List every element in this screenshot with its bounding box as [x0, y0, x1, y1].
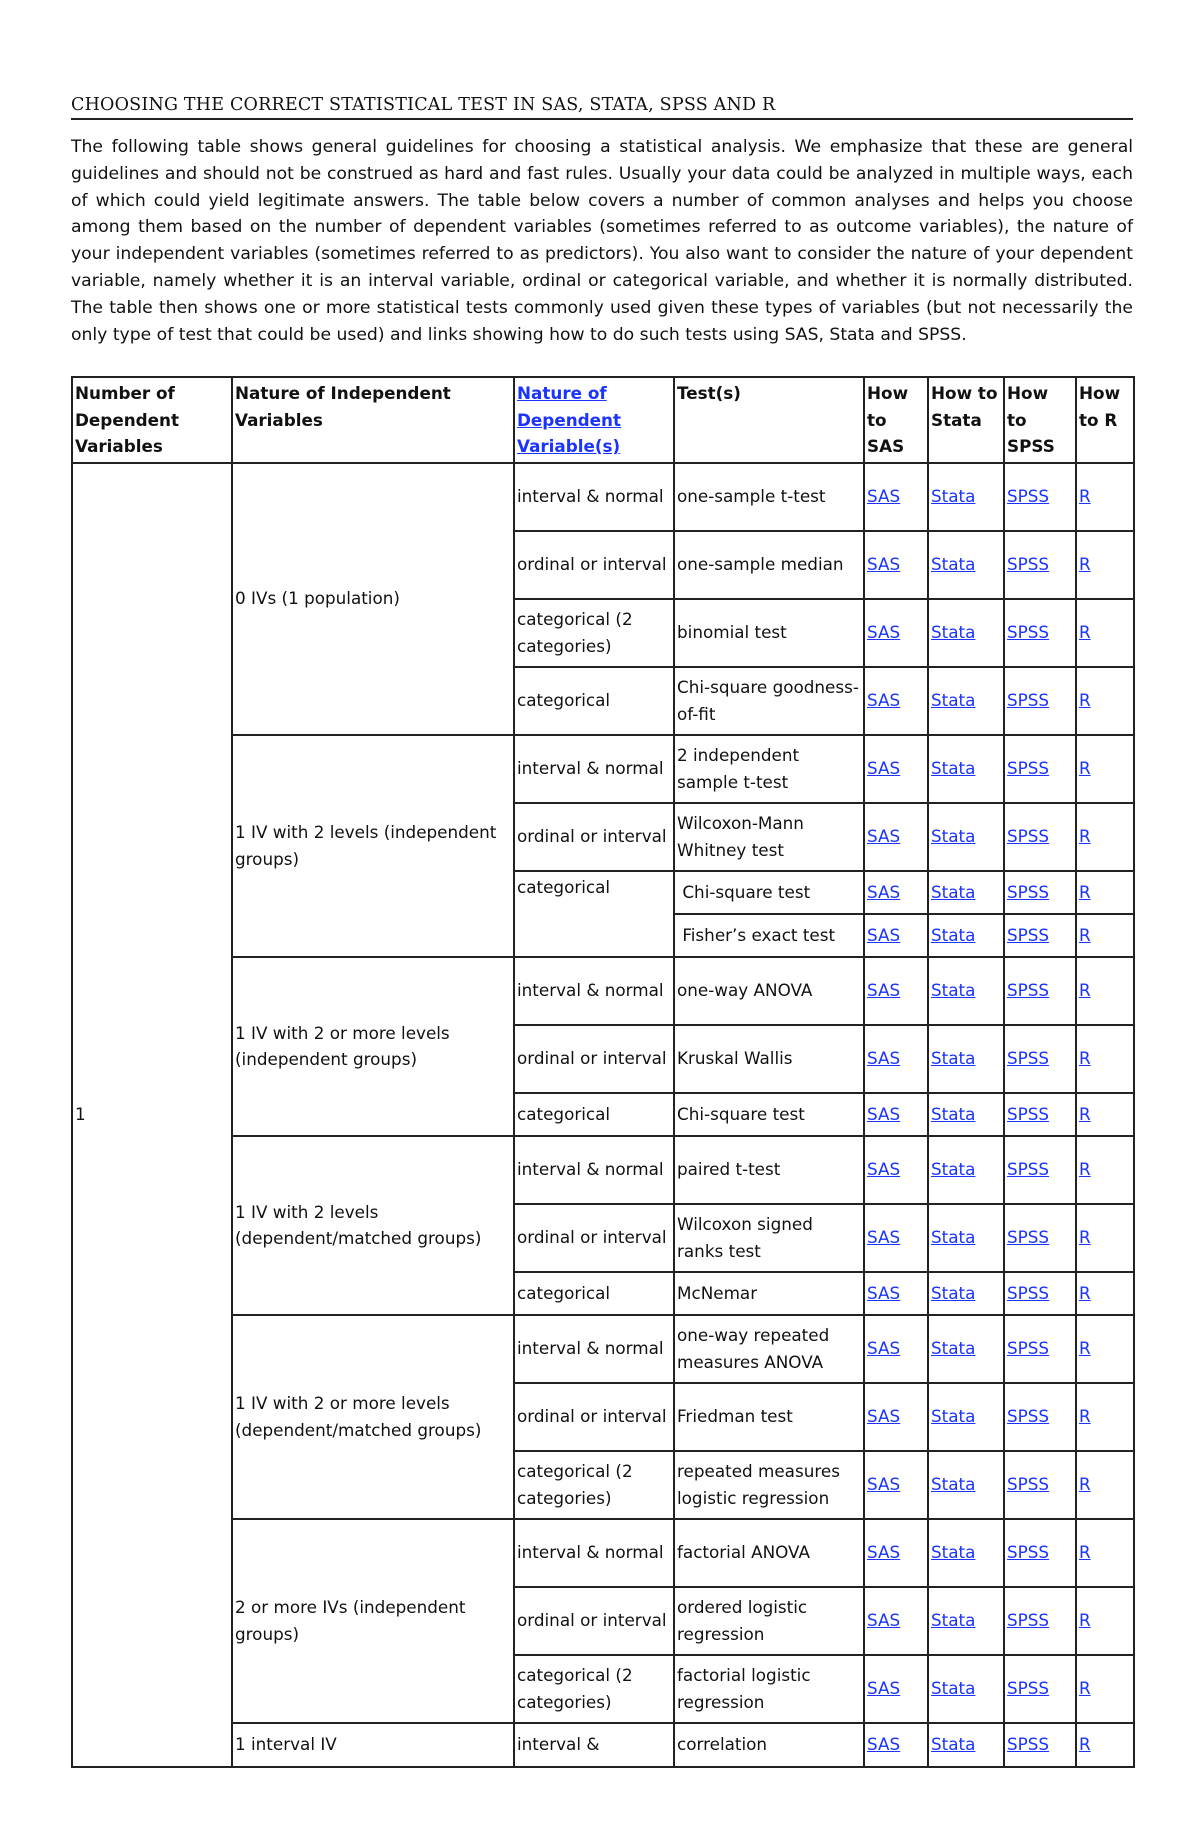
dependent-nature-cell: categorical [514, 667, 674, 735]
r-link-cell [1076, 1655, 1134, 1723]
r-link[interactable]: R [1079, 924, 1091, 945]
spss-link[interactable]: SPSS [1007, 881, 1050, 902]
sas-link[interactable]: SAS [867, 1048, 901, 1069]
stata-link-cell [928, 463, 1004, 531]
sas-link-cell [864, 1655, 928, 1723]
test-name-cell: correlation [674, 1723, 864, 1767]
test-name-cell: Chi-square goodness-of-fit [674, 667, 864, 735]
test-name-cell: binomial test [674, 599, 864, 667]
stata-link[interactable]: Stata [931, 1338, 976, 1359]
sas-link-cell [864, 667, 928, 735]
dependent-nature-cell: categorical [514, 871, 674, 957]
r-link[interactable]: R [1079, 1734, 1091, 1755]
stata-link-cell [928, 735, 1004, 803]
sas-link-cell [864, 1587, 928, 1655]
spss-link-cell [1004, 1723, 1076, 1767]
stata-link-cell [928, 1723, 1004, 1767]
r-link[interactable]: R [1079, 1282, 1091, 1303]
spss-link-cell [1004, 1204, 1076, 1272]
spss-link[interactable]: SPSS [1007, 1282, 1050, 1303]
test-name-cell: ordered logistic regression [674, 1587, 864, 1655]
r-link-cell [1076, 803, 1134, 871]
sas-link[interactable]: SAS [867, 1159, 901, 1180]
r-link-cell [1076, 1587, 1134, 1655]
spss-link[interactable]: SPSS [1007, 1227, 1050, 1248]
stata-link-cell [928, 1272, 1004, 1315]
spss-link-cell [1004, 957, 1076, 1025]
stata-link-cell [928, 599, 1004, 667]
sas-link-cell [864, 1025, 928, 1093]
sas-link[interactable]: SAS [867, 1282, 901, 1303]
stata-link[interactable]: Stata [931, 1048, 976, 1069]
sas-link[interactable]: SAS [867, 622, 901, 643]
test-name-cell: paired t-test [674, 1136, 864, 1204]
sas-link[interactable]: SAS [867, 826, 901, 847]
r-link-cell [1076, 667, 1134, 735]
table-header-row [72, 377, 1134, 463]
r-link[interactable]: R [1079, 1542, 1091, 1563]
r-link[interactable]: R [1079, 554, 1091, 575]
sas-link[interactable]: SAS [867, 1734, 901, 1755]
stata-link-cell [928, 1383, 1004, 1451]
r-link-cell [1076, 599, 1134, 667]
r-link[interactable]: R [1079, 690, 1091, 711]
stata-link[interactable]: Stata [931, 1282, 976, 1303]
header-dependent-nature [514, 377, 674, 463]
intro-paragraph: The following table shows general guidelines for choosing a statistical analysis. We emphasize that these are general guidelines and should not be construed as hard and fast rules. Usually your data could be analyzed in multiple ways, each of which could yield legitimate answers. The table below covers a number of common analyses and helps you choose among them based on the number of dependent variables (sometimes referred to as outcome variables), the nature of your independent variables (sometimes referred to as predictors). You also want to consider the nature of your dependent variable, namely whether it is an interval variable, ordinal or categorical variable, and whether it is normally distributed. The table then shows one or more statistical tests commonly used given these types of variables (but not necessarily the only type of test that could be used) and links showing how to do such tests using SAS, Stata and SPSS. [71, 137, 1133, 345]
independent-variables-cell: 2 or more IVs (independent groups) [232, 1519, 514, 1723]
r-link-cell [1076, 1451, 1134, 1519]
spss-link-cell [1004, 914, 1076, 957]
test-name-cell: factorial ANOVA [674, 1519, 864, 1587]
stata-link[interactable]: Stata [931, 881, 976, 902]
stata-link-cell [928, 1519, 1004, 1587]
spss-link[interactable]: SPSS [1007, 1678, 1050, 1699]
stata-link[interactable]: Stata [931, 826, 976, 847]
stata-link-cell [928, 1025, 1004, 1093]
sas-link[interactable]: SAS [867, 1474, 901, 1495]
r-link-cell [1076, 1272, 1134, 1315]
stata-link-cell [928, 1136, 1004, 1204]
sas-link-cell [864, 1136, 928, 1204]
test-name-cell: one-sample median [674, 531, 864, 599]
r-link-cell [1076, 1315, 1134, 1383]
r-link[interactable]: R [1079, 1610, 1091, 1631]
spss-link-cell [1004, 1025, 1076, 1093]
spss-link-cell [1004, 1315, 1076, 1383]
dependent-nature-cell: ordinal or interval [514, 1204, 674, 1272]
table-row [72, 735, 1134, 803]
r-link-cell [1076, 871, 1134, 914]
spss-link-cell [1004, 531, 1076, 599]
sas-link[interactable]: SAS [867, 554, 901, 575]
independent-variables-cell: 1 IV with 2 levels (independent groups) [232, 735, 514, 957]
r-link[interactable]: R [1079, 1474, 1091, 1495]
r-link[interactable]: R [1079, 1159, 1091, 1180]
sas-link-cell [864, 1204, 928, 1272]
dependent-nature-cell: categorical [514, 1093, 674, 1136]
dependent-nature-cell: categorical (2 categories) [514, 599, 674, 667]
spss-link-cell [1004, 1093, 1076, 1136]
dependent-nature-cell: categorical (2 categories) [514, 1451, 674, 1519]
spss-link-cell [1004, 803, 1076, 871]
spss-link[interactable]: SPSS [1007, 690, 1050, 711]
sas-link[interactable]: SAS [867, 1678, 901, 1699]
test-name-cell: Kruskal Wallis [674, 1025, 864, 1093]
sas-link-cell [864, 1272, 928, 1315]
stata-link-cell [928, 1204, 1004, 1272]
stata-link[interactable]: Stata [931, 1678, 976, 1699]
sas-link-cell [864, 463, 928, 531]
test-name-cell: Wilcoxon signed ranks test [674, 1204, 864, 1272]
r-link[interactable]: R [1079, 1227, 1091, 1248]
sas-link[interactable]: SAS [867, 1227, 901, 1248]
stata-link[interactable]: Stata [931, 1610, 976, 1631]
r-link-cell [1076, 1383, 1134, 1451]
spss-link-cell [1004, 1383, 1076, 1451]
r-link-cell [1076, 1093, 1134, 1136]
independent-variables-cell: 1 IV with 2 or more levels (independent groups) [232, 957, 514, 1136]
test-name-cell: Wilcoxon-Mann Whitney test [674, 803, 864, 871]
spss-link[interactable]: SPSS [1007, 1103, 1050, 1124]
independent-variables-cell: 1 IV with 2 levels (dependent/matched groups) [232, 1136, 514, 1315]
spss-link[interactable]: SPSS [1007, 1159, 1050, 1180]
dependent-nature-cell: interval & normal [514, 1519, 674, 1587]
stata-link-cell [928, 871, 1004, 914]
sas-link[interactable]: SAS [867, 1338, 901, 1359]
table-row [72, 957, 1134, 1025]
dependent-nature-cell: ordinal or interval [514, 803, 674, 871]
stata-link[interactable]: Stata [931, 980, 976, 1001]
r-link[interactable]: R [1079, 486, 1091, 507]
spss-link[interactable]: SPSS [1007, 1734, 1050, 1755]
spss-link[interactable]: SPSS [1007, 1542, 1050, 1563]
spss-link[interactable]: SPSS [1007, 826, 1050, 847]
stata-link-cell [928, 531, 1004, 599]
stata-link[interactable]: Stata [931, 1159, 976, 1180]
sas-link[interactable]: SAS [867, 1610, 901, 1631]
stata-link-cell [928, 803, 1004, 871]
stata-link-cell [928, 1451, 1004, 1519]
header-how-to-sas: How to SAS [864, 377, 928, 463]
r-link[interactable]: R [1079, 1678, 1091, 1699]
spss-link-cell [1004, 667, 1076, 735]
stata-link[interactable]: Stata [931, 1734, 976, 1755]
sas-link-cell [864, 1383, 928, 1451]
sas-link[interactable]: SAS [867, 486, 901, 507]
spss-link[interactable]: SPSS [1007, 1048, 1050, 1069]
stata-link-cell [928, 1093, 1004, 1136]
dependent-count-cell: 1 [72, 463, 232, 1767]
table-body [72, 463, 1134, 1767]
stata-link-cell [928, 914, 1004, 957]
dependent-nature-cell: categorical (2 categories) [514, 1655, 674, 1723]
header-how-to-r: How to R [1076, 377, 1134, 463]
dependent-nature-cell: interval & normal [514, 957, 674, 1025]
r-link-cell [1076, 957, 1134, 1025]
stata-link[interactable]: Stata [931, 1227, 976, 1248]
spss-link-cell [1004, 871, 1076, 914]
spss-link-cell [1004, 1136, 1076, 1204]
r-link[interactable]: R [1079, 881, 1091, 902]
sas-link[interactable]: SAS [867, 690, 901, 711]
r-link[interactable]: R [1079, 622, 1091, 643]
spss-link[interactable]: SPSS [1007, 1406, 1050, 1427]
test-name-cell: McNemar [674, 1272, 864, 1315]
stata-link[interactable]: Stata [931, 758, 976, 779]
r-link-cell [1076, 735, 1134, 803]
statistical-test-table [71, 376, 1135, 1768]
sas-link-cell [864, 1093, 928, 1136]
spss-link-cell [1004, 1655, 1076, 1723]
spss-link[interactable]: SPSS [1007, 1338, 1050, 1359]
dependent-nature-cell: interval & [514, 1723, 674, 1767]
r-link[interactable]: R [1079, 1103, 1091, 1124]
sas-link-cell [864, 1451, 928, 1519]
sas-link-cell [864, 871, 928, 914]
sas-link-cell [864, 735, 928, 803]
test-name-cell: repeated measures logistic regression [674, 1451, 864, 1519]
sas-link[interactable]: SAS [867, 1406, 901, 1427]
stata-link[interactable]: Stata [931, 924, 976, 945]
spss-link[interactable]: SPSS [1007, 486, 1050, 507]
r-link-cell [1076, 463, 1134, 531]
sas-link-cell [864, 914, 928, 957]
stata-link[interactable]: Stata [931, 554, 976, 575]
dependent-nature-cell: interval & normal [514, 463, 674, 531]
stata-link[interactable]: Stata [931, 622, 976, 643]
stata-link[interactable]: Stata [931, 486, 976, 507]
sas-link-cell [864, 1723, 928, 1767]
spss-link-cell [1004, 735, 1076, 803]
header-how-to-spss: How to SPSS [1004, 377, 1076, 463]
dependent-nature-cell: ordinal or interval [514, 1587, 674, 1655]
spss-link-cell [1004, 1272, 1076, 1315]
sas-link-cell [864, 1315, 928, 1383]
document-page [71, 0, 1133, 1755]
test-name-cell: Friedman test [674, 1383, 864, 1451]
stata-link-cell [928, 1587, 1004, 1655]
independent-variables-cell: 1 IV with 2 or more levels (dependent/matched groups) [232, 1315, 514, 1519]
sas-link-cell [864, 957, 928, 1025]
header-independent-nature: Nature of Independent Variables [232, 377, 514, 463]
sas-link[interactable]: SAS [867, 1542, 901, 1563]
independent-variables-cell: 1 interval IV [232, 1723, 514, 1767]
stata-link-cell [928, 1315, 1004, 1383]
spss-link[interactable]: SPSS [1007, 1474, 1050, 1495]
stata-link-cell [928, 667, 1004, 735]
sas-link[interactable]: SAS [867, 924, 901, 945]
test-name-cell: Chi-square test [674, 871, 864, 914]
r-link-cell [1076, 1204, 1134, 1272]
r-link[interactable]: R [1079, 1338, 1091, 1359]
dependent-nature-cell: ordinal or interval [514, 1025, 674, 1093]
test-name-cell: factorial logistic regression [674, 1655, 864, 1723]
spss-link[interactable]: SPSS [1007, 758, 1050, 779]
stata-link-cell [928, 957, 1004, 1025]
stata-link[interactable]: Stata [931, 690, 976, 711]
dependent-nature-cell: interval & normal [514, 735, 674, 803]
stata-link[interactable]: Stata [931, 1406, 976, 1427]
r-link[interactable]: R [1079, 1406, 1091, 1427]
spss-link-cell [1004, 1587, 1076, 1655]
sas-link-cell [864, 531, 928, 599]
spss-link[interactable]: SPSS [1007, 1610, 1050, 1631]
r-link[interactable]: R [1079, 826, 1091, 847]
sas-link-cell [864, 1519, 928, 1587]
dependent-nature-cell: ordinal or interval [514, 1383, 674, 1451]
dependent-nature-cell: categorical [514, 1272, 674, 1315]
r-link-cell [1076, 1136, 1134, 1204]
dependent-nature-cell: interval & normal [514, 1315, 674, 1383]
header-dependent-count: Number of Dependent Variables [72, 377, 232, 463]
spss-link-cell [1004, 1519, 1076, 1587]
header-dependent-nature-link[interactable]: Nature of Dependent Variable(s) [517, 383, 622, 456]
table-row [72, 1136, 1134, 1204]
table-row [72, 1315, 1134, 1383]
sas-link[interactable]: SAS [867, 980, 901, 1001]
stata-link[interactable]: Stata [931, 1542, 976, 1563]
sas-link-cell [864, 803, 928, 871]
spss-link[interactable]: SPSS [1007, 924, 1050, 945]
document-title: CHOOSING THE CORRECT STATISTICAL TEST IN SAS, STATA, SPSS AND R [71, 95, 1133, 120]
test-name-cell: Fisher’s exact test [674, 914, 864, 957]
test-name-cell: Chi-square test [674, 1093, 864, 1136]
sas-link[interactable]: SAS [867, 881, 901, 902]
header-how-to-stata: How to Stata [928, 377, 1004, 463]
sas-link[interactable]: SAS [867, 1103, 901, 1124]
spss-link-cell [1004, 599, 1076, 667]
spss-link[interactable]: SPSS [1007, 554, 1050, 575]
r-link-cell [1076, 531, 1134, 599]
r-link-cell [1076, 1519, 1134, 1587]
table-row [72, 463, 1134, 531]
sas-link-cell [864, 599, 928, 667]
dependent-nature-cell: interval & normal [514, 1136, 674, 1204]
test-name-cell: 2 independent sample t-test [674, 735, 864, 803]
r-link-cell [1076, 1025, 1134, 1093]
spss-link-cell [1004, 1451, 1076, 1519]
test-name-cell: one-sample t-test [674, 463, 864, 531]
table-row [72, 1723, 1134, 1767]
stata-link[interactable]: Stata [931, 1103, 976, 1124]
independent-variables-cell: 0 IVs (1 population) [232, 463, 514, 735]
r-link-cell [1076, 1723, 1134, 1767]
r-link[interactable]: R [1079, 1048, 1091, 1069]
test-name-cell: one-way ANOVA [674, 957, 864, 1025]
r-link[interactable]: R [1079, 758, 1091, 779]
spss-link[interactable]: SPSS [1007, 980, 1050, 1001]
test-name-cell: one-way repeated measures ANOVA [674, 1315, 864, 1383]
dependent-nature-cell: ordinal or interval [514, 531, 674, 599]
header-tests: Test(s) [674, 377, 864, 463]
spss-link[interactable]: SPSS [1007, 622, 1050, 643]
r-link-cell [1076, 914, 1134, 957]
sas-link[interactable]: SAS [867, 758, 901, 779]
r-link[interactable]: R [1079, 980, 1091, 1001]
stata-link[interactable]: Stata [931, 1474, 976, 1495]
spss-link-cell [1004, 463, 1076, 531]
table-row [72, 1519, 1134, 1587]
stata-link-cell [928, 1655, 1004, 1723]
